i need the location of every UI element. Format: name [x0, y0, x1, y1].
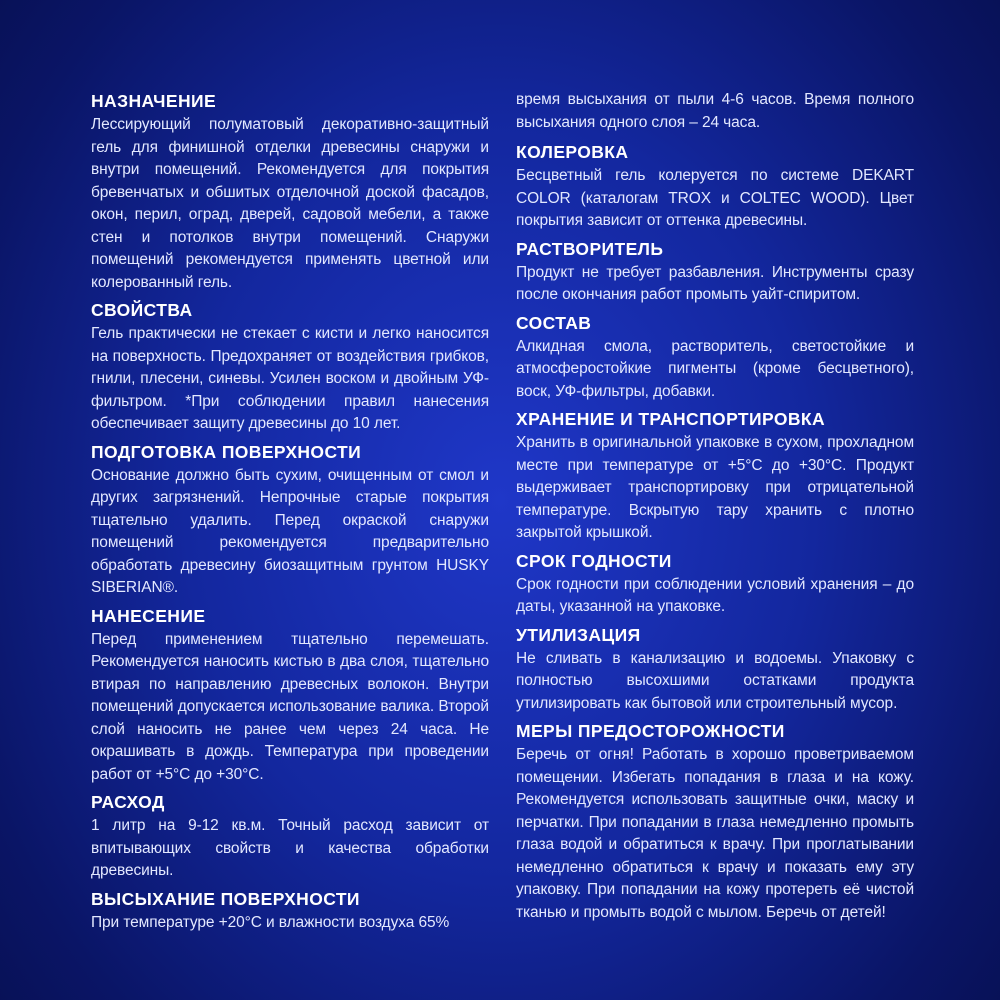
section-text: Лессирующий полуматовый декоративно-защитный гель для финишной отделки древесины снаружи и внутри помещений. Рекомендуется для покрытия бревенчатых и обшитых отделочной доской фасадов, окон, перил, оград, дверей, садовой мебели, а также стен и потолков внутри помещений. Снаружи помещений рекомендуется применять цветной или колерованный гель. [91, 116, 489, 291]
section-precautions [516, 719, 914, 924]
section-heading: СРОК ГОДНОСТИ [516, 550, 672, 571]
section-text: Не сливать в канализацию и водоемы. Упаковку с полностью высохшими остатками продукта утилизировать как бытовой или строительный мусор. [516, 649, 914, 712]
section-text: Бесцветный гель колеруется по системе DEKART COLOR (каталогам TROX и COLTEC WOOD). Цвет покрытия зависит от оттенка древесины. [516, 167, 914, 229]
section-heading: КОЛЕРОВКА [516, 142, 629, 162]
section-consumption [91, 790, 489, 883]
section-drying [91, 887, 489, 935]
section-application [91, 604, 489, 787]
section-heading: НАЗНАЧЕНИЕ [91, 91, 217, 111]
section-text: Перед применением тщательно перемешать. Рекомендуется наносить кистью в два слоя, тщательно втирая по направлению древесных волокон. Внутри помещений допускается использование валика. Второй слой наносить не ранее чем через 24 часа. Не окрашивать в дождь. Температура при проведении работ от +5°С до +30°С. [91, 630, 489, 783]
section-shelf-life [516, 549, 914, 619]
section-heading: РАСХОД [91, 792, 165, 812]
section-text: Беречь от огня! Работать в хорошо проветриваемом помещении. Избегать попадания в глаза и на кожу. Рекомендуется использовать защитные очки, маску и перчатки. При попадании в глаза немедленно промыть глаза водой и обратиться к врачу. При проглатывании немедленно обратиться к врачу и показать ему эту упаковку. При попадании на кожу протереть её чистой тканью и промыть водой с мылом. Беречь от детей! [516, 746, 914, 921]
section-heading: СОСТАВ [516, 312, 592, 333]
section-heading: НАНЕСЕНИЕ [91, 605, 206, 626]
section-solvent [516, 237, 914, 307]
right-column [516, 89, 914, 928]
section-text: Хранить в оригинальной упаковке в сухом, прохладном месте при температуре от +5°С до +30°С. Продукт выдерживает транспортировку при отрицательной температуре. Вскрытую тару хранить с плотно закрытой крышкой. [516, 434, 914, 541]
section-text: Основание должно быть сухим, очищенным от смол и других загрязнений. Непрочные старые покрытия тщательно удалить. Перед окраской снаружи помещений рекомендуется предварительно обработать древесину биозащитным грунтом HUSKY SIBERIAN®. [91, 466, 489, 596]
section-purpose [91, 89, 489, 294]
section-heading: СВОЙСТВА [91, 300, 193, 320]
section-text: Срок годности при соблюдении условий хранения – до даты, указанной на упаковке. [516, 575, 914, 615]
section-heading: ВЫСЫХАНИЕ ПОВЕРХНОСТИ [91, 888, 360, 909]
section-text: Алкидная смола, растворитель, светостойкие и атмосферостойкие пигменты (кроме бесцветного), воск, УФ-фильтры, добавки. [516, 337, 914, 400]
section-surface-preparation [91, 440, 489, 600]
section-text: Гель практически не стекает с кисти и легко наносится на поверхность. Предохраняет от воздействия грибков, гнили, плесени, синевы. Усилен воском и двойным УФ-фильтром. *При соблюдении правил нанесения обеспечивает защиту древесины до 10 лет. [91, 325, 489, 432]
section-composition [516, 311, 914, 404]
section-heading: ХРАНЕНИЕ И ТРАНСПОРТИРОВКА [516, 409, 825, 429]
section-heading: УТИЛИЗАЦИЯ [516, 624, 641, 645]
section-text: Продукт не требует разбавления. Инструменты сразу после окончания работ промыть уайт-спиритом. [516, 263, 914, 303]
section-disposal [516, 623, 914, 716]
section-heading: МЕРЫ ПРЕДОСТОРОЖНОСТИ [516, 721, 785, 741]
section-text: При температуре +20°С и влажности воздуха 65% [91, 913, 450, 931]
section-text: 1 литр на 9-12 кв.м. Точный расход зависит от впитывающих свойств и качества обработки древесины. [91, 817, 489, 879]
section-properties [91, 298, 489, 436]
section-heading: ПОДГОТОВКА ПОВЕРХНОСТИ [91, 441, 362, 462]
left-column [91, 89, 489, 938]
section-storage [516, 407, 914, 545]
drying-continuation-text: время высыхания от пыли 4-6 часов. Время полного высыхания одного слоя – 24 часа. [516, 91, 914, 131]
section-tinting [516, 140, 914, 233]
section-heading: РАСТВОРИТЕЛЬ [516, 238, 664, 259]
